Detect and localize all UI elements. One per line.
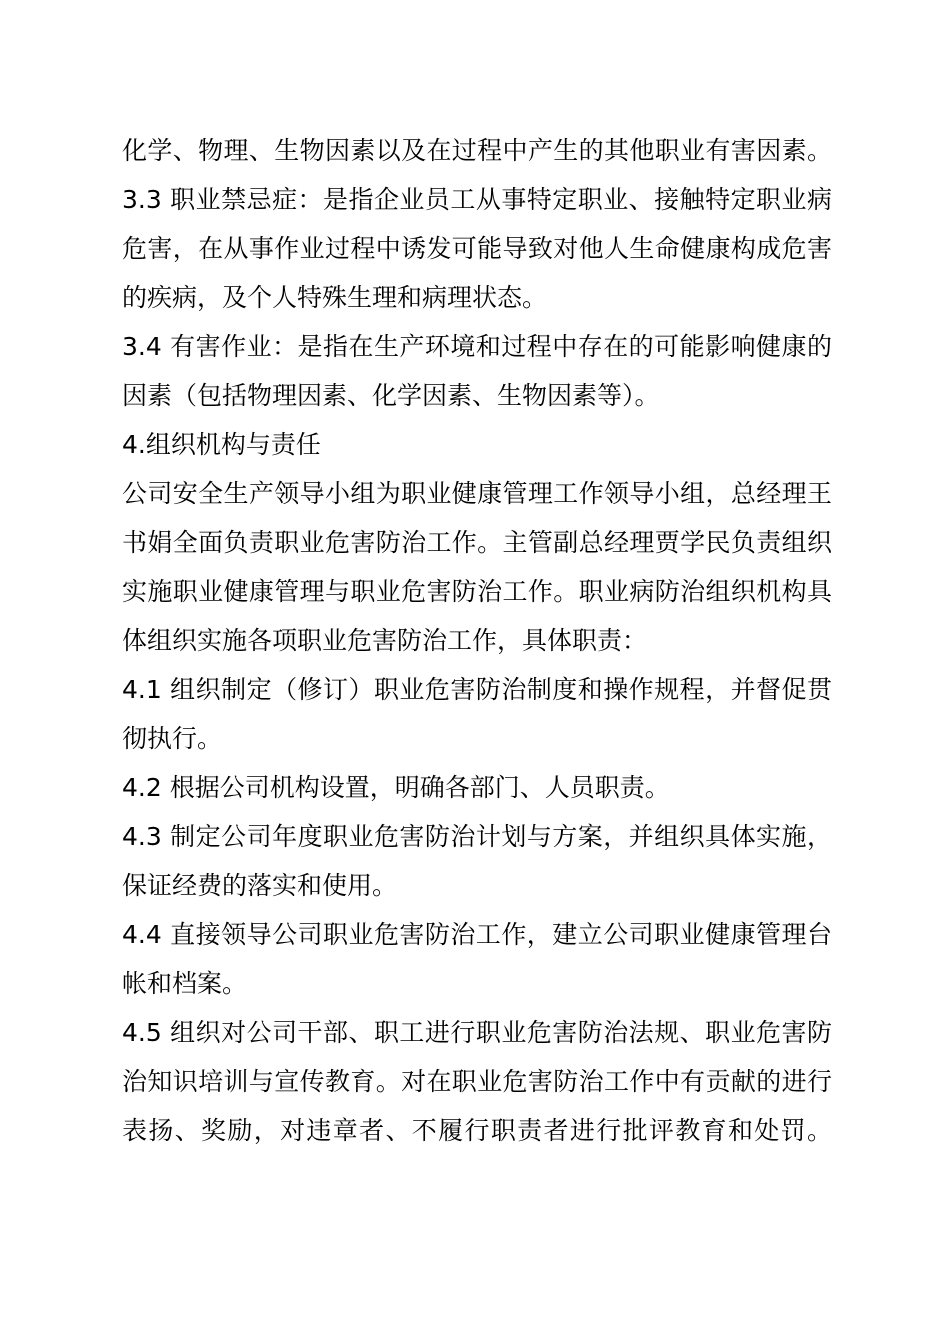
text-line: 危害，在从事作业过程中诱发可能导致对他人生命健康构成危害: [122, 234, 832, 263]
document-body: [122, 126, 832, 1155]
text-line: 表扬、奖励，对违章者、不履行职责者进行批评教育和处罚。: [122, 1116, 832, 1145]
text-line: 治知识培训与宣传教育。对在职业危害防治工作中有贡献的进行: [122, 1067, 832, 1096]
text-line: 书娟全面负责职业危害防治工作。主管副总经理贾学民负责组织: [122, 528, 832, 557]
section-heading-4: 4.组织机构与责任: [122, 430, 321, 459]
section-4-5-line: 4.5 组织对公司干部、职工进行职业危害防治法规、职业危害防: [122, 1018, 832, 1047]
section-3-4-line: 3.4 有害作业：是指在生产环境和过程中存在的可能影响健康的: [122, 332, 832, 361]
section-4-4-line: 4.4 直接领导公司职业危害防治工作，建立公司职业健康管理台: [122, 920, 832, 949]
text-line: 因素（包括物理因素、化学因素、生物因素等）。: [122, 381, 660, 410]
text-line: 化学、物理、生物因素以及在过程中产生的其他职业有害因素。: [122, 136, 832, 165]
text-line: 的疾病，及个人特殊生理和病理状态。: [122, 283, 548, 312]
text-line: 彻执行。: [122, 724, 223, 753]
text-line: 帐和档案。: [122, 969, 248, 998]
section-4-1-line: 4.1 组织制定（修订）职业危害防治制度和操作规程，并督促贯: [122, 675, 832, 704]
section-4-3-line: 4.3 制定公司年度职业危害防治计划与方案，并组织具体实施，: [122, 822, 832, 851]
section-3-3-line: 3.3 职业禁忌症：是指企业员工从事特定职业、接触特定职业病: [122, 185, 832, 214]
text-line: 实施职业健康管理与职业危害防治工作。职业病防治组织机构具: [122, 577, 832, 606]
text-line: 保证经费的落实和使用。: [122, 871, 398, 900]
text-line: 公司安全生产领导小组为职业健康管理工作领导小组，总经理王: [122, 479, 832, 508]
text-line: 体组织实施各项职业危害防治工作，具体职责：: [122, 626, 648, 655]
section-4-2-line: 4.2 根据公司机构设置，明确各部门、人员职责。: [122, 773, 670, 802]
